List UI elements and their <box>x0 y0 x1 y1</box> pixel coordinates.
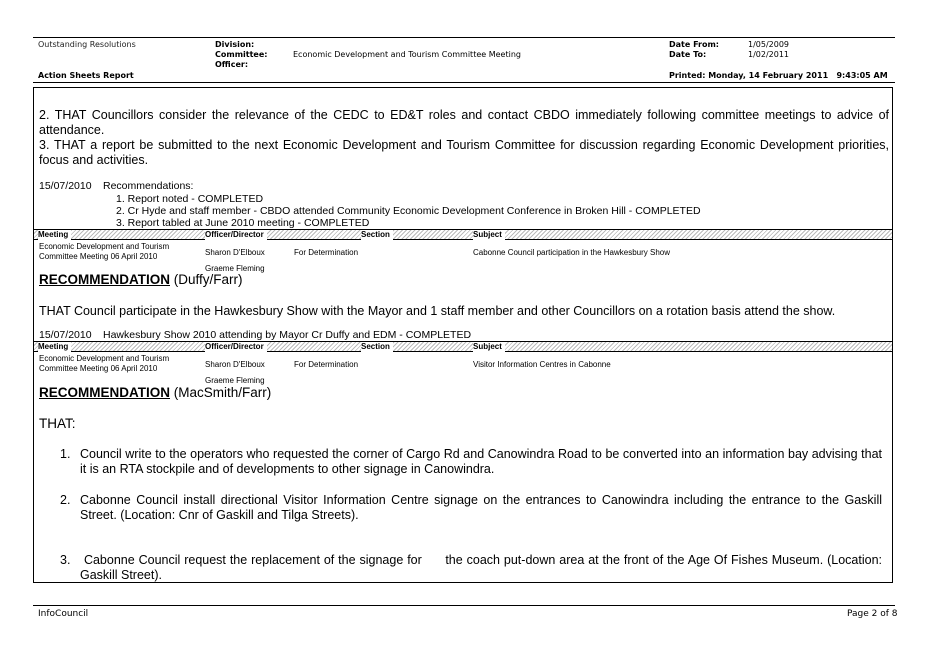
officer-label: Officer: <box>215 60 249 69</box>
item2-that: THAT: <box>39 416 76 431</box>
col-officer: Officer/Director <box>205 342 267 352</box>
item1-officer-2: Graeme Fleming <box>205 264 265 273</box>
col-section: Section <box>361 230 393 240</box>
note-date: 15/07/2010 <box>39 180 92 192</box>
item2-officer-2: Graeme Fleming <box>205 376 265 385</box>
item1-recommendation-heading <box>39 272 243 288</box>
note-item: 3. Report tabled at June 2010 meeting - COMPLETED <box>116 217 370 229</box>
note-item: 1. Report noted - COMPLETED <box>116 193 264 205</box>
item2-point-text: Council write to the operators who requested the corner of Cargo Rd and Canowindra Road to be converted into an information bay advising that it is an RTA stockpile and of developments to other signage in Canowindra. <box>80 447 882 476</box>
item2-section: For Determination <box>294 360 359 369</box>
sheet-title: Action Sheets Report <box>38 71 134 80</box>
item2-point-number: 3. <box>60 553 71 567</box>
header-top-rule <box>33 37 895 38</box>
date-from-label: Date From: <box>669 40 720 49</box>
resolution-para-3: 3. THAT a report be submitted to the next Economic Development and Tourism Committee for discussion regarding Economic Development priorities, focus and activities. <box>39 138 889 167</box>
item1-note-date: 15/07/2010 <box>39 329 92 341</box>
col-section: Section <box>361 342 393 352</box>
item2-rec-label: RECOMMENDATION <box>39 385 170 400</box>
date-to-value: 1/02/2011 <box>748 50 790 59</box>
item2-table-header <box>34 341 892 352</box>
col-subject: Subject <box>473 230 505 240</box>
header-bottom-rule <box>33 82 895 83</box>
item1-section: For Determination <box>294 248 359 257</box>
note-title: Recommendations: <box>103 180 194 192</box>
printed-value: Monday, 14 February 2011 9:43:05 AM <box>708 71 888 80</box>
col-officer: Officer/Director <box>205 230 267 240</box>
item2-point-text: Cabonne Council install directional Visitor Information Centre signage on the entrances to Canowindra including the entrance to the Gaskill Street. (Location: Cnr of Gaskill and Tilga Streets). <box>80 493 882 522</box>
col-meeting: Meeting <box>38 342 71 352</box>
item1-table-header <box>34 229 892 240</box>
division-label: Division: <box>215 40 255 49</box>
note-item: 2. Cr Hyde and staff member - CBDO attended Community Economic Development Conference in Broken Hill - COMPLETED <box>116 205 701 217</box>
footer-page-number: Page 2 of 8 <box>847 609 898 619</box>
item2-point-text: Cabonne Council request the replacement of the signage for the coach put-down area at the front of the Age Of Fishes Museum. (Location: Gaskill Street). <box>80 553 889 582</box>
footer-rule <box>33 605 895 606</box>
item1-officer-1: Sharon D'Elboux <box>205 248 265 257</box>
item2-meeting: Economic Development and Tourism Committee Meeting 06 April 2010 <box>39 354 170 373</box>
item1-rec-movers: (Duffy/Farr) <box>173 272 243 287</box>
report-name: Outstanding Resolutions <box>38 40 136 49</box>
item1-rec-label: RECOMMENDATION <box>39 272 170 287</box>
printed-line <box>669 71 888 81</box>
item2-rec-movers: (MacSmith/Farr) <box>173 385 272 400</box>
col-subject: Subject <box>473 342 505 352</box>
item2-point-number: 1. <box>60 447 71 461</box>
item1-note-text: Hawkesbury Show 2010 attending by Mayor Cr Duffy and EDM - COMPLETED <box>103 329 472 341</box>
item1-subject: Cabonne Council participation in the Hawkesbury Show <box>473 248 670 257</box>
printed-label: Printed: <box>669 71 706 80</box>
col-meeting: Meeting <box>38 230 71 240</box>
item2-point-number: 2. <box>60 493 71 507</box>
item1-meeting: Economic Development and Tourism Committee Meeting 06 April 2010 <box>39 242 170 261</box>
committee-label: Committee: <box>215 50 268 59</box>
item1-recommendation-text: THAT Council participate in the Hawkesbury Show with the Mayor and 1 staff member and other Councillors on a rotation basis attend the show. <box>39 304 836 318</box>
resolution-para-2: 2. THAT Councillors consider the relevance of the CEDC to ED&T roles and contact CBDO immediately following committee meetings to advice of attendance. <box>39 108 889 137</box>
item2-subject: Visitor Information Centres in Cabonne <box>473 360 611 369</box>
item2-recommendation-heading <box>39 385 271 401</box>
item2-officer-1: Sharon D'Elboux <box>205 360 265 369</box>
footer-left: InfoCouncil <box>38 609 89 619</box>
date-from-value: 1/05/2009 <box>748 40 790 49</box>
date-to-label: Date To: <box>669 50 707 59</box>
committee-value: Economic Development and Tourism Committee Meeting <box>293 50 521 59</box>
